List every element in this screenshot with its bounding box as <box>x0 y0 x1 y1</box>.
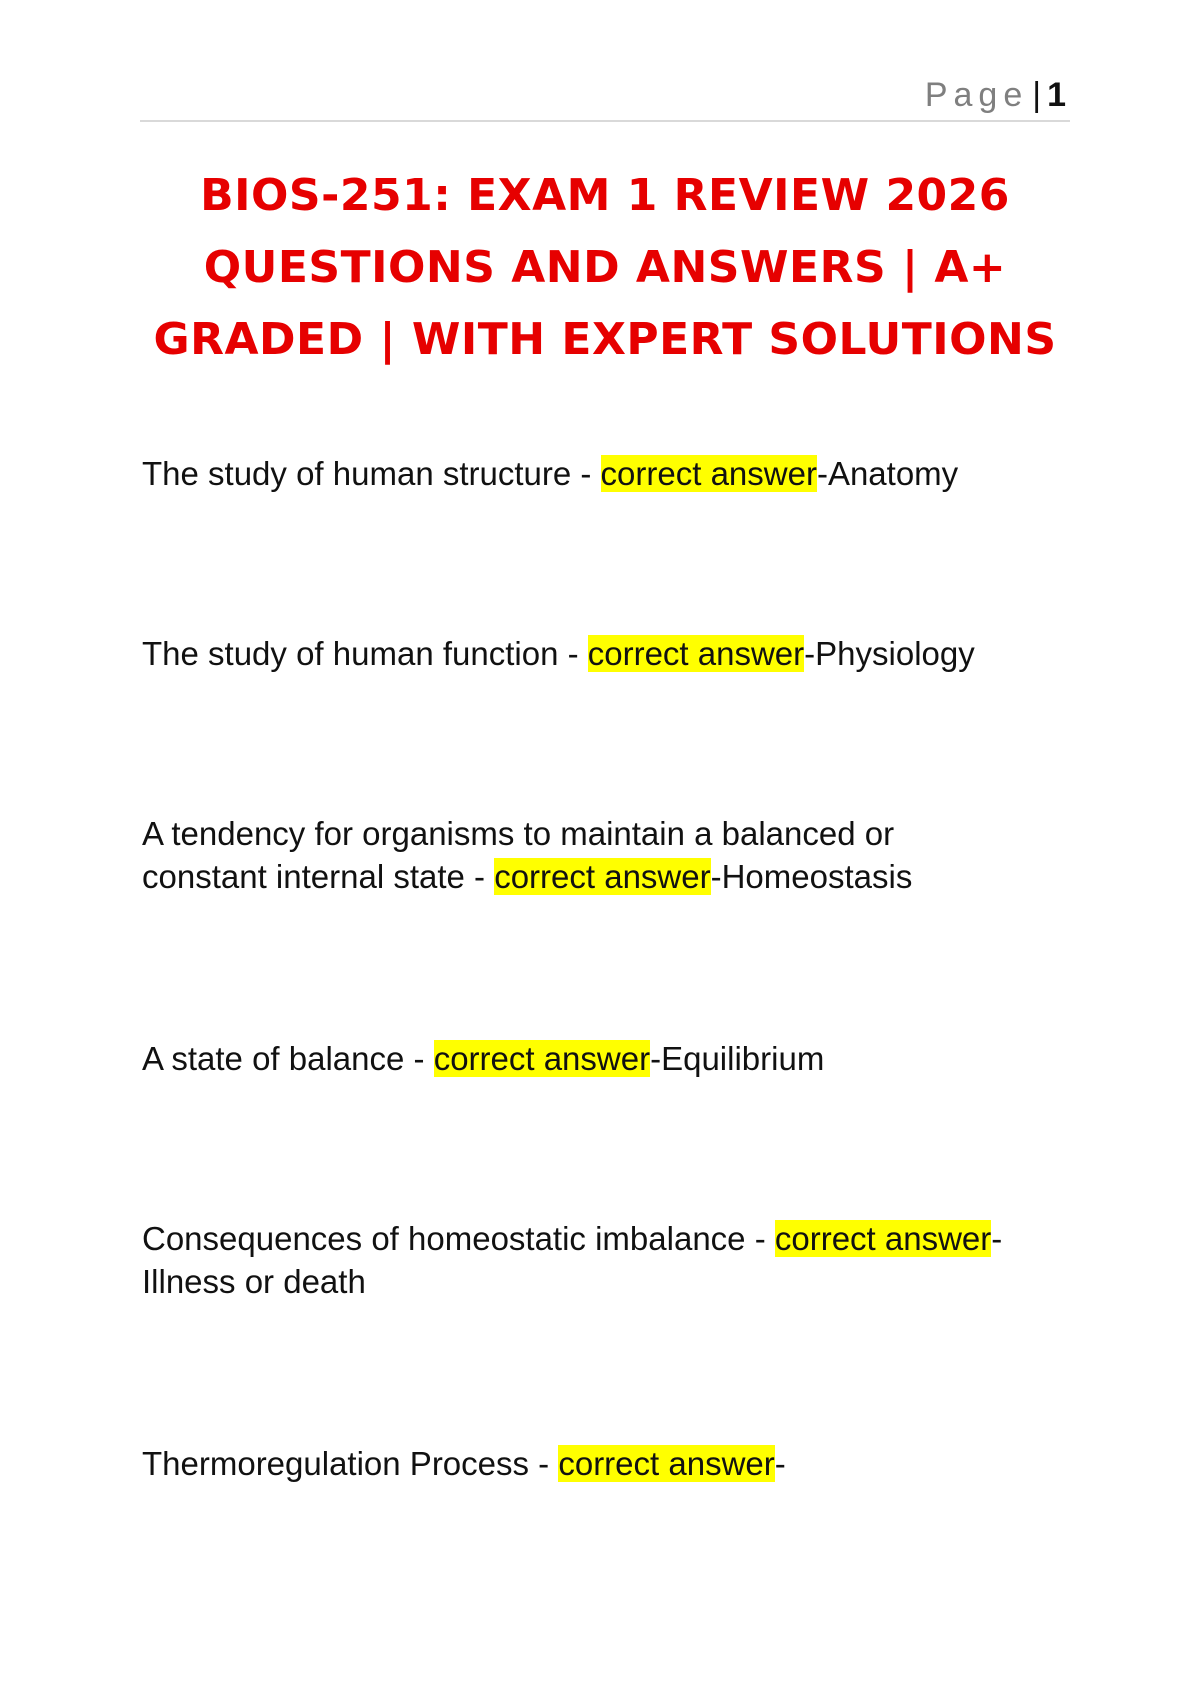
qa-item <box>142 452 1072 495</box>
question-text: A tendency for organisms to maintain a balanced or constant internal state - <box>142 815 895 895</box>
qa-item <box>142 812 1012 898</box>
correct-answer-marker: correct answer <box>587 635 805 672</box>
question-text: The study of human structure - <box>142 455 601 492</box>
page-number: 1 <box>1047 76 1066 114</box>
qa-item <box>142 1442 1072 1485</box>
document-title: BIOS-251: EXAM 1 REVIEW 2026 QUESTIONS AND ANSWERS | A+ GRADED | WITH EXPERT SOLUTIONS <box>153 170 1057 365</box>
page-header <box>140 72 1070 122</box>
correct-answer-marker: correct answer <box>558 1445 775 1482</box>
answer-text: -Equilibrium <box>650 1040 825 1077</box>
page-number-label <box>925 78 1066 112</box>
page-word: Page <box>924 76 1029 114</box>
correct-answer-marker: correct answer <box>600 455 817 492</box>
qa-item <box>142 1217 1072 1303</box>
question-text: The study of human function - <box>142 635 588 672</box>
question-text: Thermoregulation Process - <box>142 1445 559 1482</box>
correct-answer-marker: correct answer <box>494 858 711 895</box>
qa-item <box>142 1037 1072 1080</box>
answer-text: -Illness or death <box>142 1220 1003 1300</box>
correct-answer-marker: correct answer <box>774 1220 992 1257</box>
page-separator: | <box>1032 76 1042 114</box>
answer-text: - <box>774 1445 786 1482</box>
question-text: Consequences of homeostatic imbalance - <box>142 1220 775 1257</box>
answer-text: -Physiology <box>804 635 975 672</box>
correct-answer-marker: correct answer <box>433 1040 651 1077</box>
answer-text: -Homeostasis <box>710 858 913 895</box>
qa-item <box>142 632 1072 675</box>
question-text: A state of balance - <box>142 1040 434 1077</box>
answer-text: -Anatomy <box>816 455 959 492</box>
